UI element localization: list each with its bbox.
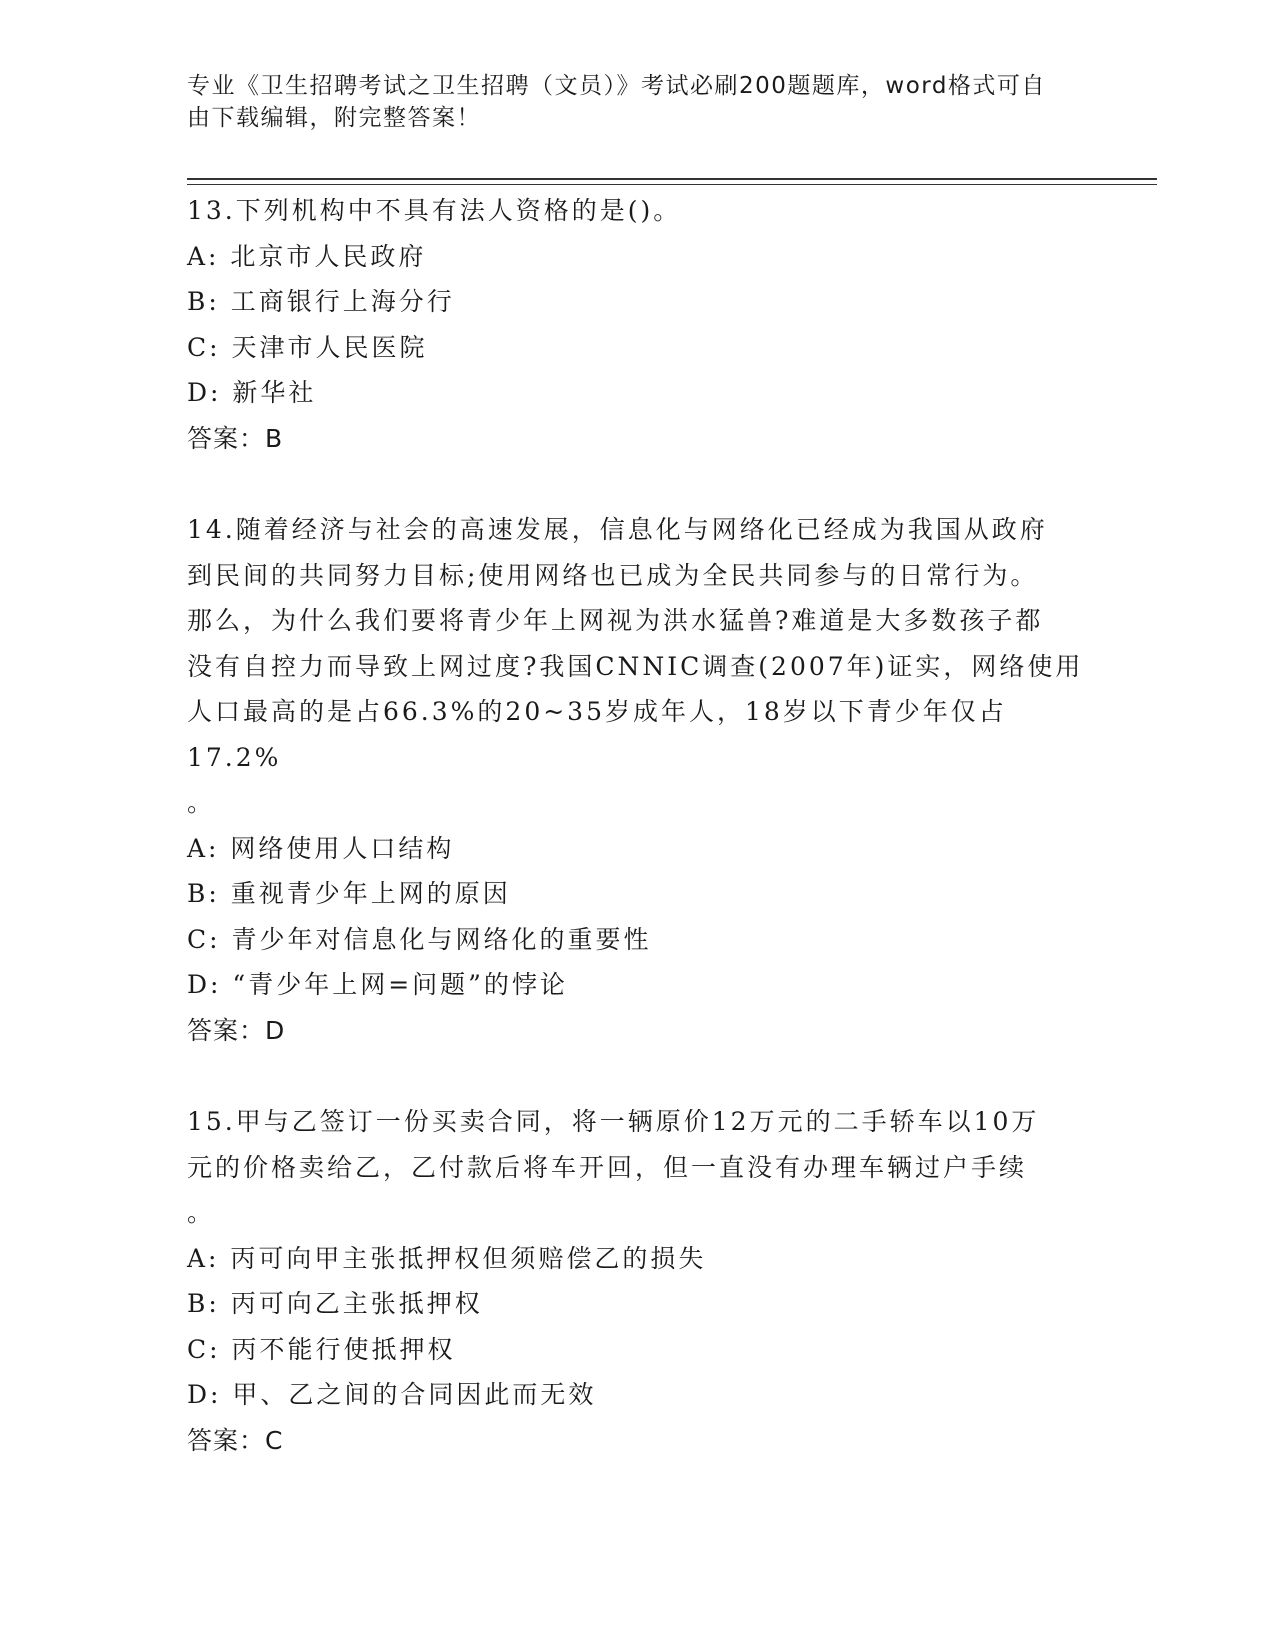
answer-line: 答案：D <box>187 1015 286 1045</box>
option-c: C: 天津市人民医院 <box>187 332 428 362</box>
question-15 <box>187 1099 1087 1463</box>
option-a: A: 丙可向甲主张抵押权但须赔偿乙的损失 <box>187 1243 707 1273</box>
header-line-1: 专业《卫生招聘考试之卫生招聘（文员）》考试必刷200题题库，word格式可自 <box>187 73 1046 99</box>
option-d: D: “青少年上网=问题”的悖论 <box>187 970 568 999</box>
option-d: D: 甲、乙之间的合同因此而无效 <box>187 1380 597 1409</box>
option-b: B: 工商银行上海分行 <box>187 287 455 316</box>
question-stem-line-1: 15.甲与乙签订一份买卖合同，将一辆原价12万元的二手轿车以10万 <box>187 1107 1040 1136</box>
document-header <box>187 70 1067 134</box>
question-14 <box>187 507 1087 1053</box>
question-stem-line-6: 。 <box>187 788 216 817</box>
option-b: B: 丙可向乙主张抵押权 <box>187 1289 483 1318</box>
question-stem-line-4: 没有自控力而导致上网过度?我国CNNIC调查(2007年)证实，网络使用 <box>187 651 1084 681</box>
question-spacer <box>187 461 1087 507</box>
option-a: A: 北京市人民政府 <box>187 241 427 271</box>
option-a: A: 网络使用人口结构 <box>187 833 455 863</box>
question-stem-line-3: 那么，为什么我们要将青少年上网视为洪水猛兽?难道是大多数孩子都 <box>187 606 1044 635</box>
question-stem-line-1: 14.随着经济与社会的高速发展，信息化与网络化已经成为我国从政府 <box>187 515 1048 544</box>
header-line-2: 由下载编辑，附完整答案！ <box>187 105 481 131</box>
question-stem-line-3: 。 <box>187 1198 216 1227</box>
question-stem-line-2: 元的价格卖给乙，乙付款后将车开回，但一直没有办理车辆过户手续 <box>187 1152 1028 1182</box>
option-c: C: 青少年对信息化与网络化的重要性 <box>187 924 652 954</box>
question-spacer <box>187 1053 1087 1099</box>
answer-line: 答案：C <box>187 1425 284 1455</box>
option-d: D: 新华社 <box>187 378 317 407</box>
option-c: C: 丙不能行使抵押权 <box>187 1334 456 1364</box>
option-b: B: 重视青少年上网的原因 <box>187 879 511 908</box>
question-list <box>187 188 1087 1463</box>
question-stem-line-5: 人口最高的是占66.3%的20~35岁成年人，18岁以下青少年仅占17.2% <box>187 697 1007 772</box>
question-13 <box>187 188 1087 461</box>
header-divider-thick <box>187 178 1157 180</box>
header-divider-thin <box>187 184 1157 185</box>
answer-line: 答案：B <box>187 423 284 453</box>
question-stem: 13.下列机构中不具有法人资格的是()。 <box>187 196 682 225</box>
question-stem-line-2: 到民间的共同努力目标;使用网络也已成为全民共同参与的日常行为。 <box>187 560 1039 590</box>
